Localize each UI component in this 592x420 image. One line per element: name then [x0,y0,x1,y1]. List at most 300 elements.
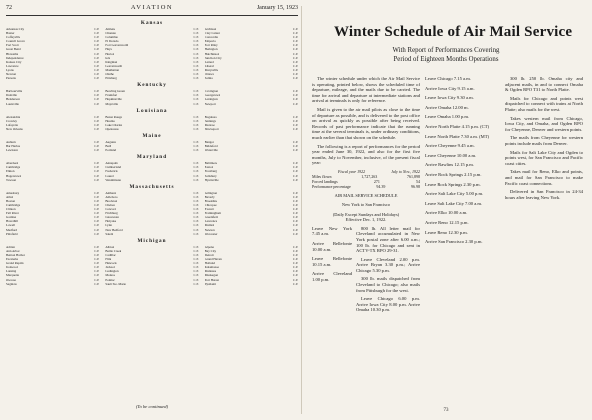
schedule-stop: Arrive Bellefonte 10.00 a.m. [312,240,352,252]
office-name: Kalamazoo [204,265,220,270]
office-name: Abilene [105,27,116,31]
office-name: Bar Harbor [6,144,21,149]
office-name: Holland [204,261,215,266]
list-item [205,148,298,152]
office-class: C.P. [193,277,199,282]
office-class: C.P. [292,35,298,40]
state-heading: Kentucky [137,82,167,89]
office-name: Louisville [6,101,19,106]
office-name: Cambridge [6,165,21,170]
office-name: Liberal [204,63,214,68]
office-name: Covington [204,89,219,94]
article-column-1 [312,76,420,406]
office-name: Bath [105,144,112,149]
office-name: Portland [105,148,117,153]
paragraph: The winter schedule under which the Air Mail Service is operating, printed below, shows the scheduled time of departure, mileage, and the mails due to be carried. The time for arrival and departure at intermediate stations and arrival at terminals is only for reference. [312,76,420,104]
note: Takes mail for Reno, Elko and points, and mail for San Francisco to make Pacific coast connections. [505,169,583,186]
office-name: Independence [6,55,24,60]
office-class: C.P. [94,72,100,77]
office-class: C.P. [193,257,199,262]
office-class: C.P. [193,219,199,224]
office-name: Baltimore [204,161,218,166]
note: 300 lb. mails dispatched from Cleveland to Chicago; also mails from Pittsburgh for the west. [356,276,420,293]
office-class: C.P. [193,31,199,36]
office-class: C.P. [193,169,199,174]
office-class: C.P. [94,118,100,123]
office-class: C.P. [94,165,100,170]
schedule-times [312,226,352,316]
schedule-stop: Arrive Elko 10.00 a.m. [425,210,468,216]
office-name: Frederick [105,169,118,174]
office-name: Hyattsville [204,177,219,182]
list-item [205,76,298,80]
office-name: Worcester [204,231,218,236]
state-office-list [6,89,298,105]
office-class: C.P. [94,227,100,232]
office-name: Ann Arbor [6,248,20,253]
office-class: C.P. [94,219,100,224]
office-class: C.P. [292,126,298,131]
page-header [6,3,298,15]
office-name: New Orleans [6,126,23,131]
office-name: Frostburg [204,169,217,174]
office-name: Everett [204,207,214,212]
office-class: C.P. [292,173,298,178]
office-class: C.P. [292,31,298,36]
office-class: C.P. [292,169,298,174]
office-name: Gloucester [105,215,120,220]
office-name: Owosso [6,277,17,282]
office-name: Newton [6,72,17,77]
office-name: Barbourville [6,89,23,94]
office-name: Larned [204,59,214,64]
office-name: Ironwood [6,265,19,270]
office-name: Cadillac [105,252,116,257]
cell: 271 [373,178,380,184]
office-class: C.P. [94,67,100,72]
cell: 54 [415,178,420,184]
office-name: Fall River [6,211,19,216]
office-class: C.P. [292,72,298,77]
list-item [6,76,99,80]
schedule-stop: Arrive Rawlins 12.15 p.m. [425,162,474,168]
list-item [205,102,298,106]
office-class: C.P. [193,114,199,119]
office-class: C.P. [193,89,199,94]
schedule-stop: Arrive Cheyenne 9.45 a.m. [425,143,475,149]
office-class: C.P. [292,231,298,236]
office-class: C.P. [94,265,100,270]
office-name: Alpena [204,244,214,249]
office-class: C.P. [292,144,298,149]
state-heading: Michigan [137,237,167,244]
office-class: C.P. [94,27,100,31]
article-column-3 [505,76,583,406]
state-office-list [6,27,298,80]
office-name: Manhattan [105,67,119,72]
continued-note: (To be continued) [135,404,169,409]
office-class: C.P. [94,231,100,236]
office-class: C.P. [193,27,199,31]
office-class: C.P. [193,273,199,278]
office-name: Beverly [204,194,215,199]
office-name: Holyoke [105,219,117,224]
office-name: Hiawatha [6,51,19,56]
office-class: C.P. [292,27,298,31]
masthead: AVIATION [130,4,174,11]
office-name: Greenfield [204,215,219,220]
office-class: C.P. [292,101,298,106]
office-class: C.P. [193,252,199,257]
office-class: C.P. [193,215,199,220]
schedule-stop: Arrive Reno 12.15 p.m. [425,219,469,225]
office-class: C.P. [292,89,298,94]
office-class: C.P. [292,281,298,286]
office-name: Frankfort [105,93,118,98]
page-number: 72 [6,5,12,11]
list-item [205,127,298,131]
office-name: Arlington [204,190,218,195]
office-name: Hancock [105,261,117,266]
office-class: C.P. [94,248,100,253]
list-item [6,127,99,131]
office-name: Flint [105,257,112,262]
list-item [105,76,198,80]
office-name: Sault Ste. Marie [105,281,126,286]
office-class: C.P. [94,63,100,68]
state-office-list [6,115,298,131]
office-class: C.P. [292,39,298,44]
schedule-stop: Arrive North Platte 4.15 p.m. (CT) [425,123,490,129]
office-name: Augusta [105,139,116,144]
office-class: C.P. [193,265,199,270]
schedule-stop: Leave Bellefonte 10.15 a.m. [312,256,352,267]
list-item [105,148,198,152]
office-name: Amherst [105,190,117,195]
office-class: C.P. [292,252,298,257]
office-name: Fort Riley [204,43,218,48]
office-class: C.P. [193,55,199,60]
office-class: C.P. [94,144,100,149]
office-name: Bowling Green [105,89,125,94]
office-name: Shreveport [204,126,219,131]
article-title: Winter Schedule of Air Mail Service [334,24,573,40]
office-class: C.P. [193,190,199,195]
office-class: C.P. [292,261,298,266]
schedule-stop: Leave Reno 12.30 p.m. [425,229,468,235]
office-class: C.P. [292,114,298,119]
office-class: C.P. [94,161,100,166]
office-name: Elkton [6,169,15,174]
office-class: C.P. [193,161,199,166]
list-item [6,282,99,286]
office-class: C.P. [292,207,298,212]
office-class: C.P. [292,219,298,224]
office-name: Henderson [6,97,20,102]
office-name: Auburn [6,139,16,144]
office-class: C.P. [193,35,199,40]
office-class: C.P. [292,122,298,127]
schedule-days: (Daily Except Sundays and Holidays) [332,211,400,217]
office-name: Aberdeen [6,161,19,166]
office-class: C.P. [292,244,298,249]
office-name: Clay Center [204,31,220,36]
office-class: C.P. [292,227,298,232]
office-name: Great Bend [6,47,21,52]
office-class: C.P. [94,173,100,178]
office-class: C.P. [193,207,199,212]
office-name: Pittsburg [105,76,117,81]
office-name: Waterville [204,148,218,153]
office-name: Cambridge [6,203,21,207]
office-class: C.P. [94,252,100,257]
office-class: C.P. [94,190,100,195]
office-class: C.P. [193,67,199,72]
office-name: Saginaw [6,281,17,286]
note: 300 lb. 250 lb. Omaha city and adjacent mails, in and to connect Omaha & Ogden RPO T31 to North Platte. [505,76,583,93]
office-class: C.P. [292,63,298,68]
state-office-list [6,191,298,236]
office-class: C.P. [94,207,100,212]
office-name: Athol [6,194,14,199]
office-class: C.P. [94,43,100,48]
performance-table [312,169,420,189]
office-name: Lansing [6,269,17,274]
office-class: C.P. [193,97,199,102]
office-name: Iola [105,55,111,60]
state-heading: Maryland [136,154,168,161]
list-item [105,282,198,286]
office-class: C.P. [94,273,100,278]
office-class: C.P. [292,277,298,282]
office-class: C.P. [94,122,100,127]
office-name: New Bedford [105,227,123,232]
office-name: Brookline [204,198,218,203]
schedule-stop: Arrive Rock Springs 2.15 p.m. [425,171,482,177]
office-class: C.P. [94,261,100,266]
office-name: Laurel [105,173,114,178]
note: Delivered in San Francisco in 24-34 hours after leaving New York. [505,189,583,200]
office-class: C.P. [292,148,298,153]
office-class: C.P. [292,177,298,182]
office-name: Salem [105,231,114,236]
office-name: Adrian [6,244,15,249]
office-name: Grand Haven [204,257,222,262]
office-class: C.P. [292,139,298,144]
office-name: Newton [204,227,215,232]
office-class: C.P. [193,203,199,207]
cell: 1,727,263 [361,173,378,179]
office-class: C.P. [94,223,100,228]
office-class: C.P. [94,269,100,274]
cell: Forced landings [312,178,338,184]
office-name: Georgetown [204,93,221,98]
office-name: El Dorado [105,39,119,44]
office-name: Hagerstown [6,173,22,178]
office-class: C.P. [292,194,298,199]
office-class: C.P. [193,59,199,64]
office-class: C.P. [94,257,100,262]
office-class: C.P. [193,139,199,144]
schedule-heading: AIR MAIL SERVICE SCHEDULE [334,192,398,198]
office-name: Battle Creek [105,248,122,253]
schedule-stop: Leave Cheyenne 10.00 a.m. [425,152,477,158]
schedule-stop: Leave Omaha 1.00 p.m. [425,114,470,120]
office-class: C.P. [193,198,199,203]
office-name: Crowley [6,118,17,123]
office-name: Jackson [105,265,116,270]
cell: 96.98 [410,183,420,189]
office-name: Pontiac [105,277,115,282]
office-class: C.P. [193,76,199,81]
schedule-block [312,226,420,316]
office-class: C.P. [292,76,298,81]
schedule-stop: Arrive Omaha 12.00 m. [425,104,469,110]
office-class: C.P. [94,215,100,220]
schedule-stop: Leave Salt Lake City 7.00 a.m. [425,200,483,206]
office-class: C.P. [292,203,298,207]
office-class: C.P. [193,223,199,228]
office-class: C.P. [292,118,298,123]
office-name: Newport [204,101,216,106]
office-name: Danville [6,93,17,98]
office-class: C.P. [193,122,199,127]
article-subtitle [366,46,526,64]
office-name: Haverhill [6,219,19,224]
note: Leave Cleveland 2.00 p.m. Arrive Bryan 3.30 p.m.; Arrive Chicago 5.30 p.m. [356,256,420,273]
office-class: C.P. [292,223,298,228]
office-name: Lawrence [6,63,19,68]
office-class: C.P. [292,97,298,102]
office-class: C.P. [193,248,199,253]
office-class: C.P. [94,139,100,144]
office-name: Concord [105,207,117,212]
office-name: Lafayette [6,122,19,127]
state-office-list [6,140,298,152]
office-name: Amesbury [6,190,20,195]
paragraph: Mail is given to the air mail pilots as close to the time of departure as possible, and is delivered to the post office on arrival as quickly as possible after being received. Records of past performance indicate that the running time at the several terminals is, under ordinary conditions, much earlier than that shown on the schedule. [312,106,420,140]
list-item [6,232,99,236]
office-name: Monroe [204,122,215,127]
note: 800 lb. All letter mail for Cleveland accumulated in New York postal zone after 6.00 a.m.; 100 lb. for Chicago and sent in ACTV-TX RPO 29-31. [356,225,420,254]
office-class: C.P. [292,55,298,60]
office-class: C.P. [292,59,298,64]
office-class: C.P. [292,161,298,166]
office-class: C.P. [193,101,199,106]
office-name: Lowell [6,223,16,228]
state-heading: Maine [142,132,162,139]
office-name: Opelousas [105,126,119,131]
office-name: Medford [6,227,18,232]
office-class: C.P. [193,118,199,123]
list-item [205,232,298,236]
office-class: C.P. [292,269,298,274]
page-number-right: 73 [443,408,449,413]
office-name: Boston [6,198,16,203]
office-name: Lake Charles [105,122,123,127]
office-name: Lexington [204,97,218,102]
state-heading: Kansas [140,20,164,26]
office-name: Annapolis [105,161,119,166]
office-class: C.P. [193,72,199,77]
office-name: Coffeyville [6,35,21,40]
office-name: Albion [105,244,115,249]
office-class: C.P. [94,211,100,216]
header-rule [6,15,298,16]
office-name: Manistee [204,269,217,274]
schedule-stop: Leave Chicago 7.15 a.m. [425,76,471,81]
list-item [6,102,99,106]
office-class: C.P. [94,126,100,131]
schedule-stop: Arrive Iowa City 9.15 a.m. [425,85,475,91]
office-class: C.P. [94,97,100,102]
post-office-listing [6,18,298,400]
list-item [6,178,99,182]
office-name: Chanute [105,31,116,36]
office-name: Easton [204,165,214,170]
office-class: C.P. [292,67,298,72]
office-class: C.P. [94,277,100,282]
office-name: Fitchburg [105,211,118,216]
office-class: C.P. [94,93,100,98]
office-class: C.P. [193,173,199,178]
list-item [105,102,198,106]
office-class: C.P. [193,211,199,216]
office-class: C.P. [94,194,100,199]
office-name: Attleboro [105,194,118,199]
office-name: Hopkinsville [105,97,122,102]
office-class: C.P. [193,39,199,44]
schedule-stop: Leave Rock Springs 2.30 p.m. [425,181,481,187]
list-item [105,178,198,182]
office-name: Lynn [105,223,112,228]
office-class: C.P. [292,51,298,56]
state-heading: Louisiana [136,107,168,114]
office-class: C.P. [292,165,298,170]
office-class: C.P. [94,177,100,182]
office-name: Houma [105,118,115,123]
list-item [6,148,99,152]
office-class: C.P. [193,269,199,274]
cell: Miles flown [312,173,332,179]
office-name: Benton Harbor [6,252,26,257]
office-name: Atchison [204,27,217,31]
office-class: C.P. [94,76,100,81]
cell: Performance percentage [312,183,351,189]
article [306,6,586,414]
article-column-2 [425,76,501,406]
office-name: Kansas City [6,59,22,64]
office-class: C.P. [94,51,100,56]
office-name: Salina [204,76,213,81]
office-name: Brockton [105,198,118,203]
schedule-stop: Arrive San Francisco 2.30 p.m. [425,239,483,245]
office-name: Port Huron [204,277,219,282]
office-name: Ottawa [204,72,214,77]
office-name: Alexandria [6,114,21,119]
office-name: Bangor [204,139,215,144]
office-name: Parsons [6,76,16,81]
cell: 761,898 [406,173,420,179]
office-class: C.P. [193,231,199,236]
list-item [205,178,298,182]
office-name: Leavenworth [105,63,123,68]
subtitle-line-2: Period of Eighteen Months Operations [393,56,499,63]
office-class: C.P. [193,148,199,153]
office-class: C.P. [292,47,298,52]
table-row [312,184,420,189]
schedule-stop: Leave Iowa City 9.30 a.m. [425,95,474,101]
